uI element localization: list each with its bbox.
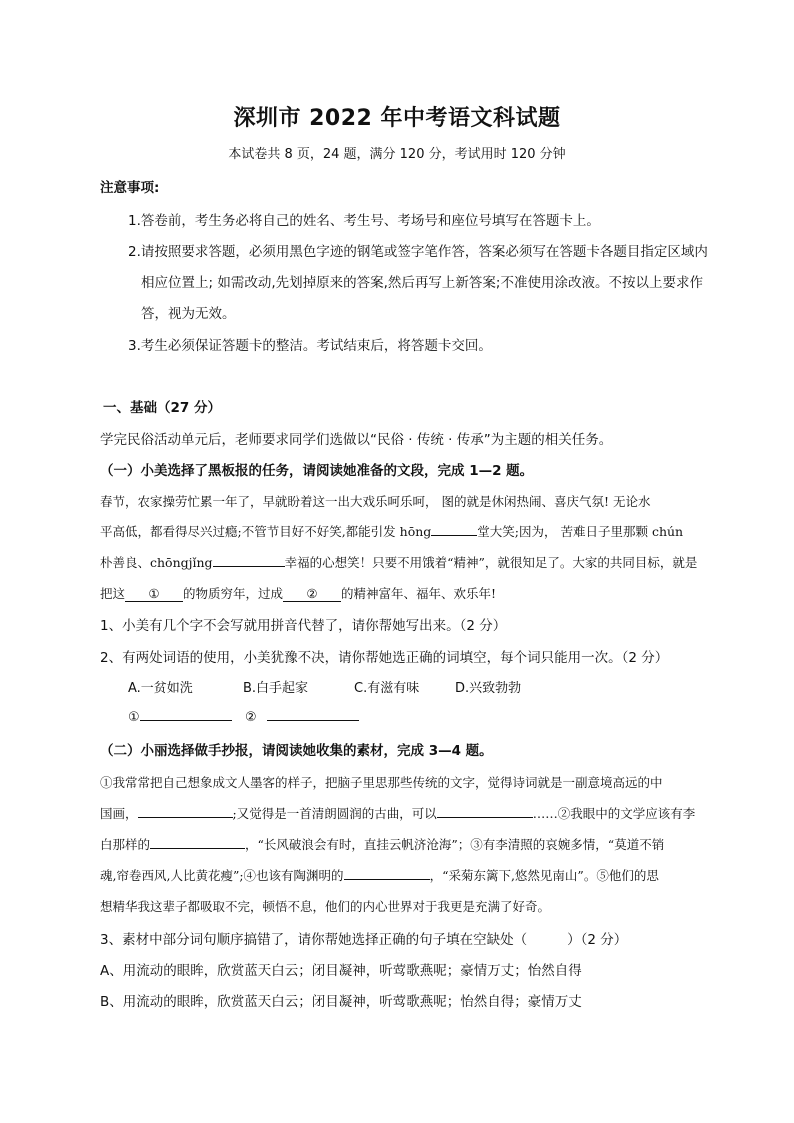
passage2-line-4-text-a: 魂,帘卷西风,人比黄花瘦”;④也该有陶渊明的 — [100, 868, 344, 883]
passage2-line-2-text-b: ;又觉得是一首清朗圆润的古曲，可以 — [232, 806, 437, 821]
notice-item-3: 3.考生必须保证答题卡的整洁。考试结束后，将答题卡交回。 — [128, 338, 492, 354]
q2-option-a[interactable]: A.一贫如洗 — [128, 681, 193, 696]
q2-option-c[interactable]: C.有滋有味 — [354, 681, 420, 696]
passage2-line-1: ①我常常把自己想象成文人墨客的样子，把脑子里思那些传统的文字，觉得诗词就是一副意境高远的中 — [100, 775, 663, 790]
notice-heading: 注意事项: — [100, 180, 160, 196]
q3-option-b[interactable]: B、用流动的眼眸，欣赏蓝天白云；闭目凝神，听莺歌燕呢；怡然自得；豪情万丈 — [100, 994, 582, 1010]
q2-answer-2-blank[interactable] — [267, 707, 359, 721]
blank-p2-3[interactable] — [150, 835, 245, 849]
passage1-line-2-text-a: 平高低，都看得尽兴过瘾;不管节目好不好笑,都能引发 hōng — [100, 524, 432, 539]
passage1-line-2-text-b: 堂大笑;因为， 苦难日子里那颗 chún — [477, 524, 684, 539]
blank-1[interactable]: ① — [125, 586, 183, 602]
blank-hong[interactable] — [431, 522, 477, 536]
page-title: 深圳市 2022 年中考语文科试题 — [233, 106, 561, 131]
passage1-line-4-text-c: 的精神富年、福年、欢乐年! — [341, 586, 497, 601]
passage1-line-3 — [100, 553, 697, 571]
blank-chongjing[interactable] — [213, 553, 285, 567]
q2-answer-2-label: ② — [245, 710, 257, 725]
passage2-line-3-text-b: ，“长风破浪会有时，直挂云帆济沧海”；③有李清照的哀婉多情，“莫道不销 — [245, 837, 665, 852]
part1-heading: （一）小美选择了黑板报的任务，请阅读她准备的文段，完成 1—2 题。 — [100, 463, 534, 479]
passage2-line-2-text-a: 国画， — [100, 806, 138, 821]
passage2-line-2-text-c: ……②我眼中的文学应该有李 — [532, 806, 696, 821]
q2-answer-2[interactable] — [245, 707, 359, 725]
blank-p2-2[interactable] — [437, 804, 533, 818]
passage1-line-4 — [100, 584, 496, 602]
q3-option-a[interactable]: A、用流动的眼眸，欣赏蓝天白云；闭目凝神，听莺歌燕呢；豪情万丈；怡然自得 — [100, 963, 582, 979]
passage2-line-2 — [100, 804, 695, 822]
question-1: 1、小美有几个字不会写就用拼音代替了，请你帮她写出来。（2 分） — [100, 618, 507, 634]
passage1-line-3-text-a: 朴善良、chōngjǐng — [100, 555, 213, 570]
question-3-points: ）（2 分） — [567, 932, 628, 948]
passage1-line-1: 春节，农家操劳忙累一年了，早就盼着这一出大戏乐呵乐呵， 图的就是休闲热闹、喜庆气氛! 无论水 — [100, 494, 651, 509]
q2-option-b[interactable]: B.白手起家 — [243, 681, 309, 696]
q2-answer-1-blank[interactable] — [140, 707, 232, 721]
passage2-line-5: 想精华我这辈子都吸取不完，顿悟不息，他们的内心世界对于我更是充满了好奇。 — [100, 899, 551, 914]
passage1-line-4-text-a: 把这 — [100, 586, 126, 601]
question-3-text: 3、素材中部分词句顺序搞错了，请你帮她选择正确的句子填在空缺处（ — [100, 932, 528, 948]
question-3 — [100, 928, 627, 948]
part2-heading: （二）小丽选择做手抄报，请阅读她收集的素材，完成 3—4 题。 — [100, 743, 493, 759]
q2-answer-1-label: ① — [128, 710, 140, 725]
notice-item-1: 1.答卷前，考生务必将自己的姓名、考生号、考场号和座位号填写在答题卡上。 — [128, 213, 600, 229]
notice-item-2-line-1: 2.请按照要求答题，必须用黑色字迹的钢笔或签字笔作答，答案必须写在答题卡各题目指定区域内 — [128, 244, 708, 260]
question-2: 2、有两处词语的使用，小美犹豫不决，请你帮她选正确的词填空，每个词只能用一次。（2 分） — [100, 650, 669, 666]
blank-2[interactable]: ② — [283, 586, 341, 602]
notice-item-2-line-2: 相应位置上; 如需改动,先划掉原来的答案,然后再写上新答案;不准使用涂改液。不按以上要求作 — [141, 275, 703, 291]
exam-info: 本试卷共 8 页，24 题，满分 120 分，考试用时 120 分钟 — [228, 147, 566, 162]
q2-answer-1[interactable] — [128, 707, 232, 725]
section-intro: 学完民俗活动单元后，老师要求同学们选做以“民俗 · 传统 · 传承”为主题的相关任务。 — [100, 432, 613, 448]
passage1-line-4-text-b: 的物质穷年，过成 — [183, 586, 284, 601]
passage2-line-3-text-a: 白那样的 — [100, 837, 151, 852]
section-heading: 一、基础（27 分） — [103, 400, 221, 416]
blank-p2-1[interactable] — [138, 804, 233, 818]
q2-option-d[interactable]: D.兴致勃勃 — [455, 681, 522, 696]
passage2-line-4 — [100, 866, 659, 884]
passage2-line-4-text-b: ，“采菊东篱下,悠然见南山”。⑤他们的思 — [429, 868, 659, 883]
passage2-line-3 — [100, 835, 664, 853]
notice-item-2-line-3: 答，视为无效。 — [141, 306, 236, 322]
passage1-line-3-text-b: 幸福的心想笑！只要不用饿着“精神”，就很知足了。大家的共同目标，就是 — [284, 555, 698, 570]
blank-p2-4[interactable] — [344, 866, 430, 880]
passage1-line-2 — [100, 522, 683, 540]
